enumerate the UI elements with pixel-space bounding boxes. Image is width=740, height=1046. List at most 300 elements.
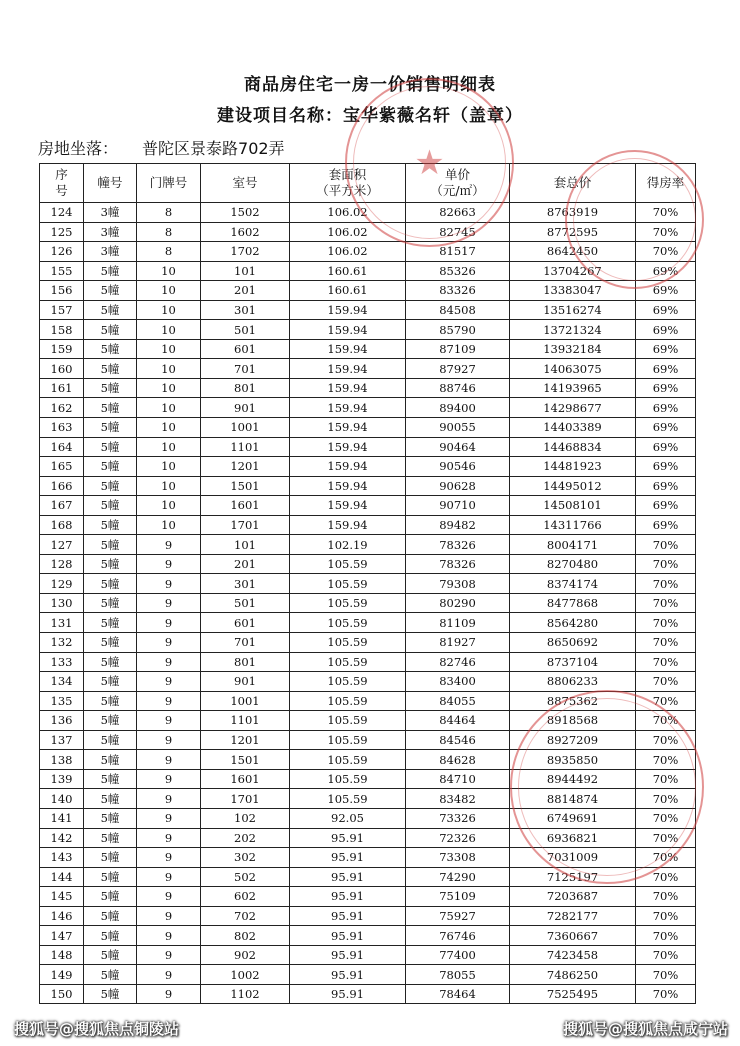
cell-room: 601 [201,339,290,359]
cell-area: 95.91 [290,887,406,907]
cell-efficiency: 69% [636,359,696,379]
cell-door-no: 9 [137,750,201,770]
cell-total-price: 8944492 [510,769,636,789]
watermark-left: 搜狐号@搜狐焦点铜陵站 [14,1020,180,1038]
cell-efficiency: 70% [636,867,696,887]
cell-total-price: 6749691 [510,808,636,828]
watermark-right: 搜狐号@搜狐焦点咸宁站 [563,1020,729,1038]
cell-area: 95.91 [290,867,406,887]
cell-room: 1002 [201,965,290,985]
cell-efficiency: 70% [636,906,696,926]
cell-area: 159.94 [290,398,406,418]
cell-door-no: 9 [137,633,201,653]
cell-efficiency: 69% [636,457,696,477]
cell-building: 5幢 [84,652,137,672]
cell-building: 5幢 [84,750,137,770]
cell-seq: 165 [40,457,84,477]
cell-door-no: 9 [137,984,201,1004]
cell-unit-price: 83326 [406,281,510,301]
cell-efficiency: 70% [636,242,696,262]
cell-door-no: 9 [137,613,201,633]
table-row [40,613,696,633]
cell-room: 1101 [201,711,290,731]
cell-area: 105.59 [290,769,406,789]
cell-door-no: 9 [137,808,201,828]
cell-total-price: 13932184 [510,339,636,359]
cell-unit-price: 78326 [406,535,510,555]
cell-unit-price: 84508 [406,300,510,320]
header-col-room: 室号 [201,164,290,203]
cell-efficiency: 70% [636,789,696,809]
cell-building: 5幢 [84,691,137,711]
table-row [40,339,696,359]
cell-efficiency: 70% [636,828,696,848]
cell-room: 102 [201,808,290,828]
cell-room: 1601 [201,496,290,516]
cell-unit-price: 81927 [406,633,510,653]
table-row [40,437,696,457]
cell-door-no: 10 [137,437,201,457]
cell-unit-price: 90710 [406,496,510,516]
cell-unit-price: 74290 [406,867,510,887]
cell-room: 601 [201,613,290,633]
cell-efficiency: 70% [636,593,696,613]
cell-area: 95.91 [290,848,406,868]
cell-room: 501 [201,320,290,340]
cell-unit-price: 81517 [406,242,510,262]
cell-unit-price: 83400 [406,672,510,692]
cell-total-price: 8270480 [510,554,636,574]
cell-unit-price: 78326 [406,554,510,574]
cell-building: 5幢 [84,437,137,457]
sales-table [39,163,696,1004]
table-row [40,300,696,320]
cell-total-price: 8650692 [510,633,636,653]
cell-door-no: 8 [137,242,201,262]
cell-unit-price: 88746 [406,378,510,398]
cell-total-price: 14063075 [510,359,636,379]
cell-unit-price: 73326 [406,808,510,828]
cell-area: 160.61 [290,261,406,281]
table-row [40,906,696,926]
cell-seq: 145 [40,887,84,907]
cell-door-no: 9 [137,535,201,555]
table-row [40,828,696,848]
cell-area: 92.05 [290,808,406,828]
cell-total-price: 8642450 [510,242,636,262]
cell-total-price: 14403389 [510,418,636,438]
cell-area: 105.59 [290,789,406,809]
cell-seq: 140 [40,789,84,809]
cell-room: 901 [201,672,290,692]
cell-room: 201 [201,554,290,574]
cell-efficiency: 70% [636,672,696,692]
header-col-area: 套面积 （平方米） [290,164,406,203]
table-row [40,222,696,242]
cell-door-no: 9 [137,554,201,574]
cell-total-price: 7525495 [510,984,636,1004]
cell-seq: 125 [40,222,84,242]
cell-building: 5幢 [84,769,137,789]
cell-door-no: 8 [137,203,201,223]
cell-seq: 130 [40,593,84,613]
cell-total-price: 8004171 [510,535,636,555]
cell-building: 5幢 [84,789,137,809]
cell-unit-price: 90628 [406,476,510,496]
cell-area: 102.19 [290,535,406,555]
cell-efficiency: 69% [636,398,696,418]
cell-room: 901 [201,398,290,418]
cell-seq: 137 [40,730,84,750]
cell-building: 5幢 [84,535,137,555]
project-name: 建设项目名称：宝华紫薇名轩（盖章） [217,106,523,126]
cell-building: 5幢 [84,320,137,340]
cell-room: 301 [201,574,290,594]
cell-door-no: 10 [137,398,201,418]
cell-efficiency: 70% [636,730,696,750]
cell-seq: 142 [40,828,84,848]
cell-efficiency: 69% [636,339,696,359]
cell-total-price: 14495012 [510,476,636,496]
cell-total-price: 8564280 [510,613,636,633]
cell-building: 5幢 [84,496,137,516]
cell-door-no: 9 [137,906,201,926]
cell-area: 95.91 [290,965,406,985]
table-row [40,398,696,418]
cell-door-no: 10 [137,476,201,496]
cell-seq: 166 [40,476,84,496]
cell-door-no: 10 [137,300,201,320]
cell-total-price: 8737104 [510,652,636,672]
cell-door-no: 10 [137,359,201,379]
cell-room: 1102 [201,984,290,1004]
table-row [40,633,696,653]
cell-total-price: 8927209 [510,730,636,750]
cell-seq: 136 [40,711,84,731]
cell-area: 159.94 [290,496,406,516]
cell-efficiency: 69% [636,418,696,438]
cell-seq: 160 [40,359,84,379]
cell-door-no: 10 [137,281,201,301]
cell-total-price: 7360667 [510,926,636,946]
cell-area: 105.59 [290,613,406,633]
table-row [40,203,696,223]
cell-area: 159.94 [290,378,406,398]
cell-area: 95.91 [290,926,406,946]
cell-door-no: 9 [137,965,201,985]
cell-unit-price: 85790 [406,320,510,340]
table-row [40,848,696,868]
table-row [40,515,696,535]
cell-efficiency: 70% [636,711,696,731]
cell-total-price: 8875362 [510,691,636,711]
cell-area: 106.02 [290,242,406,262]
cell-building: 5幢 [84,926,137,946]
cell-efficiency: 70% [636,769,696,789]
cell-building: 5幢 [84,574,137,594]
cell-room: 1701 [201,789,290,809]
table-row [40,261,696,281]
cell-seq: 157 [40,300,84,320]
cell-room: 1101 [201,437,290,457]
cell-total-price: 14508101 [510,496,636,516]
cell-room: 502 [201,867,290,887]
cell-area: 105.59 [290,554,406,574]
cell-unit-price: 83482 [406,789,510,809]
cell-seq: 126 [40,242,84,262]
cell-unit-price: 78055 [406,965,510,985]
table-row [40,789,696,809]
cell-efficiency: 70% [636,633,696,653]
cell-door-no: 9 [137,828,201,848]
cell-door-no: 9 [137,848,201,868]
cell-room: 1602 [201,222,290,242]
table-row [40,711,696,731]
cell-seq: 150 [40,984,84,1004]
cell-seq: 158 [40,320,84,340]
cell-seq: 161 [40,378,84,398]
cell-unit-price: 80290 [406,593,510,613]
table-row [40,496,696,516]
cell-room: 801 [201,652,290,672]
cell-efficiency: 70% [636,750,696,770]
cell-area: 95.91 [290,945,406,965]
cell-total-price: 14193965 [510,378,636,398]
cell-room: 1601 [201,769,290,789]
cell-efficiency: 69% [636,496,696,516]
cell-seq: 129 [40,574,84,594]
table-row [40,887,696,907]
cell-building: 5幢 [84,965,137,985]
cell-door-no: 9 [137,593,201,613]
cell-area: 160.61 [290,281,406,301]
cell-building: 5幢 [84,554,137,574]
cell-total-price: 7423458 [510,945,636,965]
cell-seq: 127 [40,535,84,555]
cell-area: 159.94 [290,515,406,535]
cell-area: 159.94 [290,457,406,477]
cell-seq: 133 [40,652,84,672]
cell-area: 159.94 [290,476,406,496]
table-row [40,691,696,711]
cell-door-no: 10 [137,457,201,477]
table-row [40,554,696,574]
cell-building: 5幢 [84,515,137,535]
cell-room: 1501 [201,750,290,770]
cell-unit-price: 85326 [406,261,510,281]
cell-seq: 132 [40,633,84,653]
cell-total-price: 7125197 [510,867,636,887]
cell-door-no: 8 [137,222,201,242]
header-col-efficiency: 得房率 [636,164,696,203]
cell-seq: 141 [40,808,84,828]
cell-door-no: 10 [137,339,201,359]
cell-building: 5幢 [84,730,137,750]
cell-area: 159.94 [290,320,406,340]
table-row [40,242,696,262]
cell-building: 5幢 [84,848,137,868]
cell-seq: 138 [40,750,84,770]
cell-total-price: 14481923 [510,457,636,477]
cell-total-price: 7203687 [510,887,636,907]
cell-room: 1201 [201,730,290,750]
cell-room: 501 [201,593,290,613]
cell-building: 5幢 [84,398,137,418]
cell-building: 5幢 [84,418,137,438]
cell-total-price: 8772595 [510,222,636,242]
cell-efficiency: 69% [636,378,696,398]
cell-building: 5幢 [84,828,137,848]
cell-efficiency: 70% [636,652,696,672]
cell-total-price: 8806233 [510,672,636,692]
cell-room: 701 [201,359,290,379]
cell-area: 105.59 [290,672,406,692]
cell-building: 5幢 [84,378,137,398]
cell-total-price: 7282177 [510,906,636,926]
header-col-door-no: 门牌号 [137,164,201,203]
cell-unit-price: 84055 [406,691,510,711]
table-row [40,984,696,1004]
cell-efficiency: 69% [636,281,696,301]
cell-building: 5幢 [84,887,137,907]
cell-total-price: 7486250 [510,965,636,985]
cell-efficiency: 69% [636,300,696,320]
cell-seq: 131 [40,613,84,633]
cell-door-no: 10 [137,515,201,535]
cell-door-no: 9 [137,711,201,731]
cell-building: 3幢 [84,242,137,262]
cell-room: 1001 [201,418,290,438]
cell-seq: 168 [40,515,84,535]
table-row [40,281,696,301]
cell-area: 159.94 [290,437,406,457]
cell-unit-price: 84546 [406,730,510,750]
cell-unit-price: 79308 [406,574,510,594]
header-col-seq: 序 号 [40,164,84,203]
cell-building: 5幢 [84,984,137,1004]
cell-total-price: 8935850 [510,750,636,770]
cell-door-no: 9 [137,769,201,789]
cell-efficiency: 70% [636,808,696,828]
cell-total-price: 7031009 [510,848,636,868]
cell-seq: 149 [40,965,84,985]
cell-unit-price: 75927 [406,906,510,926]
cell-efficiency: 70% [636,222,696,242]
cell-door-no: 10 [137,320,201,340]
location-label: 房地坐落： [38,139,119,158]
cell-total-price: 8814874 [510,789,636,809]
cell-area: 105.59 [290,593,406,613]
cell-room: 602 [201,887,290,907]
table-row [40,652,696,672]
cell-building: 5幢 [84,906,137,926]
cell-building: 5幢 [84,476,137,496]
document-title: 商品房住宅一房一价销售明细表 [244,75,496,95]
cell-total-price: 8477868 [510,593,636,613]
table-row [40,476,696,496]
cell-total-price: 13383047 [510,281,636,301]
cell-unit-price: 81109 [406,613,510,633]
table-row [40,457,696,477]
cell-room: 702 [201,906,290,926]
cell-unit-price: 90055 [406,418,510,438]
table-row [40,359,696,379]
cell-door-no: 9 [137,867,201,887]
cell-total-price: 13721324 [510,320,636,340]
cell-total-price: 14311766 [510,515,636,535]
table-row [40,672,696,692]
cell-room: 202 [201,828,290,848]
cell-seq: 163 [40,418,84,438]
cell-unit-price: 87109 [406,339,510,359]
cell-seq: 148 [40,945,84,965]
property-location [38,136,285,159]
cell-room: 101 [201,261,290,281]
cell-room: 802 [201,926,290,946]
table-row [40,730,696,750]
cell-building: 5幢 [84,711,137,731]
cell-efficiency: 70% [636,945,696,965]
cell-efficiency: 70% [636,613,696,633]
header-col-total-price: 套总价 [510,164,636,203]
cell-efficiency: 70% [636,965,696,985]
cell-efficiency: 70% [636,554,696,574]
cell-door-no: 9 [137,672,201,692]
cell-area: 105.59 [290,711,406,731]
cell-door-no: 9 [137,691,201,711]
cell-unit-price: 89400 [406,398,510,418]
cell-door-no: 10 [137,496,201,516]
cell-room: 701 [201,633,290,653]
cell-efficiency: 70% [636,984,696,1004]
cell-unit-price: 77400 [406,945,510,965]
cell-door-no: 9 [137,652,201,672]
cell-unit-price: 72326 [406,828,510,848]
header-col-building: 幢号 [84,164,137,203]
cell-seq: 134 [40,672,84,692]
table-row [40,867,696,887]
cell-building: 3幢 [84,203,137,223]
cell-seq: 164 [40,437,84,457]
cell-seq: 147 [40,926,84,946]
cell-building: 5幢 [84,300,137,320]
cell-seq: 135 [40,691,84,711]
table-row [40,593,696,613]
cell-seq: 159 [40,339,84,359]
cell-area: 106.02 [290,203,406,223]
cell-total-price: 14468834 [510,437,636,457]
cell-area: 95.91 [290,984,406,1004]
cell-seq: 144 [40,867,84,887]
cell-building: 5幢 [84,281,137,301]
cell-seq: 162 [40,398,84,418]
cell-efficiency: 70% [636,887,696,907]
cell-area: 105.59 [290,633,406,653]
cell-room: 1701 [201,515,290,535]
table-body [40,203,696,1004]
cell-door-no: 10 [137,378,201,398]
cell-unit-price: 89482 [406,515,510,535]
table-row [40,945,696,965]
cell-efficiency: 69% [636,437,696,457]
cell-area: 106.02 [290,222,406,242]
cell-area: 95.91 [290,906,406,926]
cell-room: 801 [201,378,290,398]
cell-area: 159.94 [290,359,406,379]
cell-building: 3幢 [84,222,137,242]
cell-total-price: 8374174 [510,574,636,594]
cell-efficiency: 70% [636,848,696,868]
